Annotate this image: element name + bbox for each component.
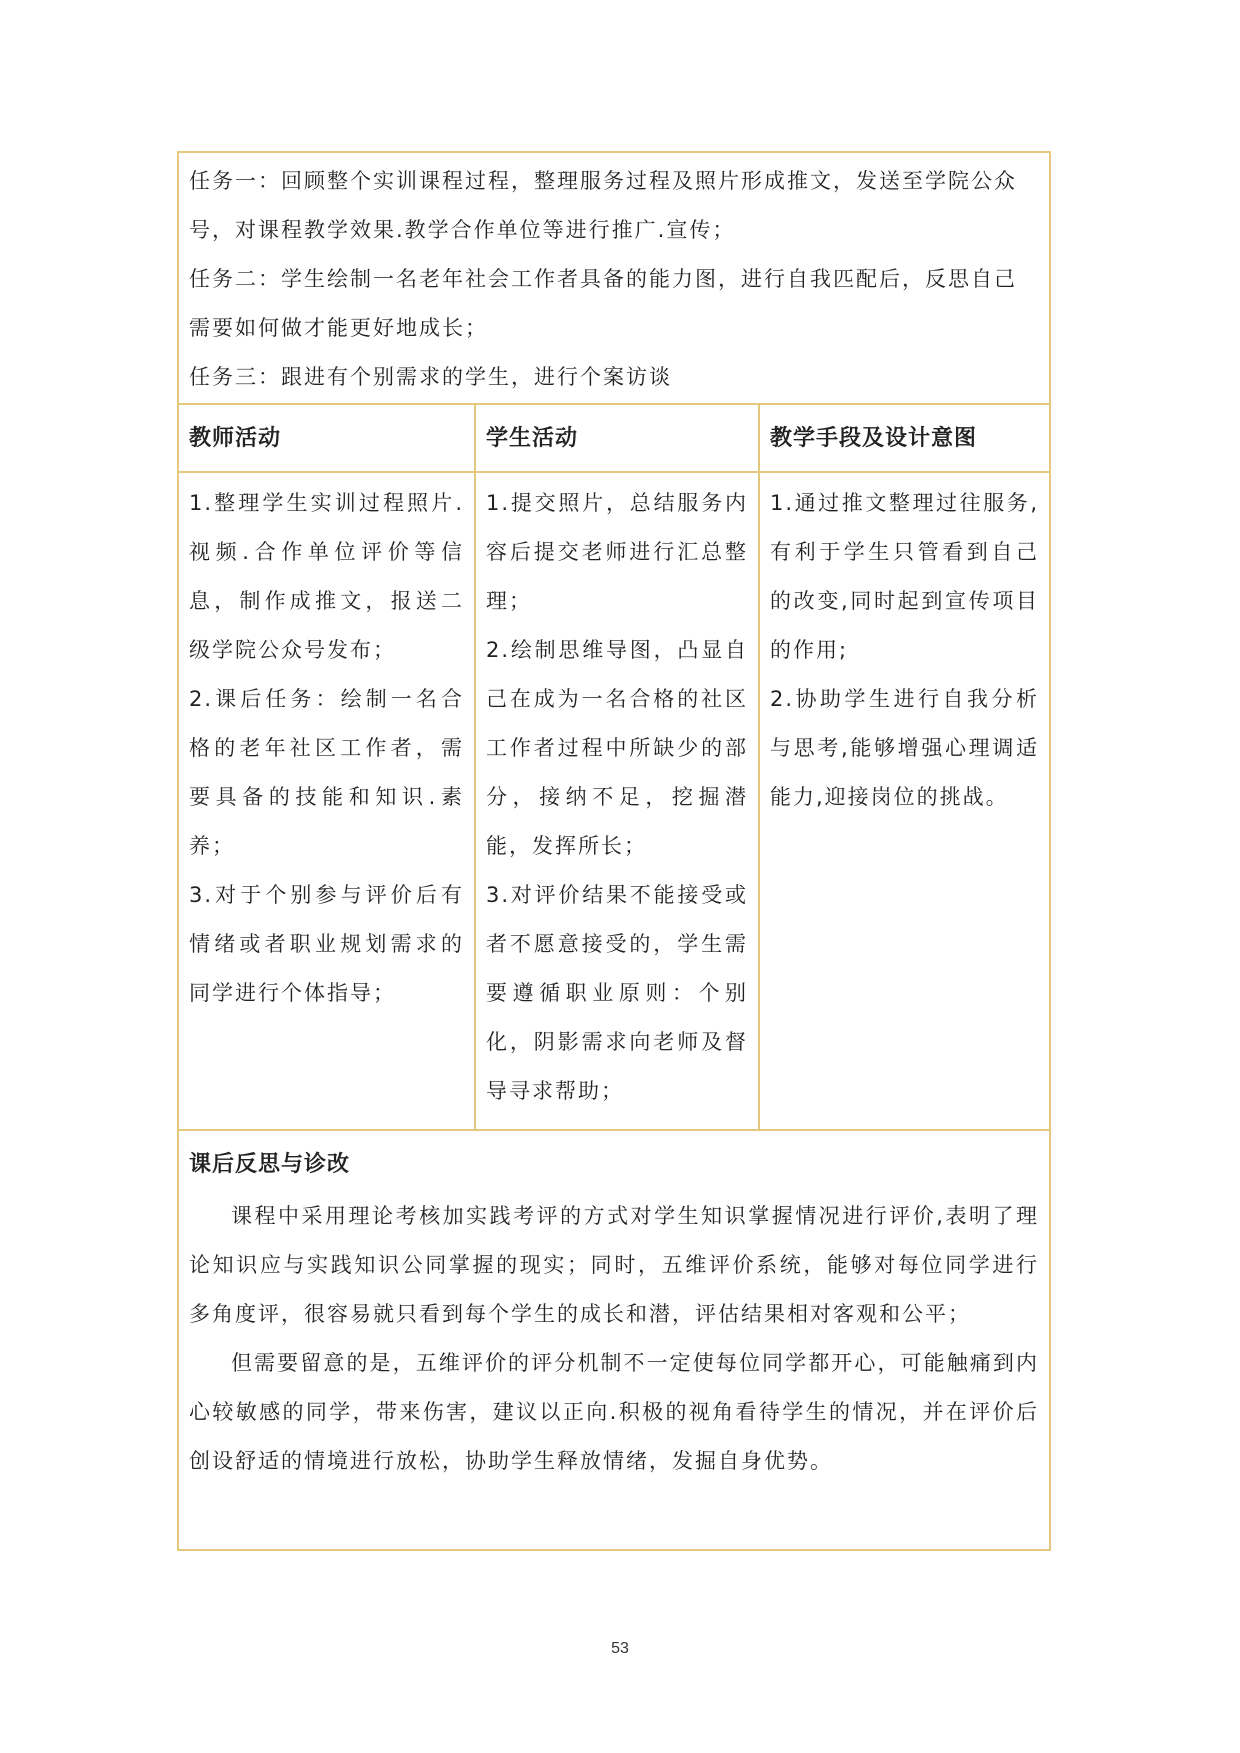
task-item: 任务一：回顾整个实训课程过程，整理服务过程及照片形成推文，发送至学院公众号，对课程教学效果.教学合作单位等进行推广.宣传；	[189, 169, 1017, 242]
reflection-paragraph: 但需要留意的是，五维评价的评分机制不一定使每位同学都开心，可能触痛到内心较敏感的同学，带来伤害，建议以正向.积极的视角看待学生的情况，并在评价后创设舒适的情境进行放松，协助学生释放情绪，发掘自身优势。	[189, 1351, 1039, 1473]
student-item: 2.绘制思维导图，凸显自己在成为一名合格的社区工作者过程中所缺少的部分，接纳不足，挖掘潜能，发挥所长；	[486, 638, 748, 858]
reflection-title: 课后反思与诊改	[189, 1152, 351, 1177]
teacher-activity-cell	[178, 472, 475, 1130]
means-item: 2.协助学生进行自我分析与思考,能够增强心理调适能力,迎接岗位的挑战。	[770, 687, 1039, 809]
means-item: 1.通过推文整理过往服务,有利于学生只管看到自己的改变,同时起到宣传项目的作用;	[770, 491, 1039, 662]
task-item: 任务二：学生绘制一名老年社会工作者具备的能力图，进行自我匹配后，反思自己需要如何做才能更好地成长；	[189, 267, 1017, 340]
student-item: 1.提交照片，总结服务内容后提交老师进行汇总整理；	[486, 491, 748, 613]
activities-row	[178, 472, 1050, 1130]
column-header-row	[178, 404, 1050, 472]
header-teacher-activity: 教师活动	[178, 404, 475, 472]
reflection-paragraph: 课程中采用理论考核加实践考评的方式对学生知识掌握情况进行评价,表明了理论知识应与实践知识公同掌握的现实；同时，五维评价系统，能够对每位同学进行多角度评，很容易就只看到每个学生的成长和潜，评估结果相对客观和公平；	[189, 1204, 1039, 1326]
student-item: 3.对评价结果不能接受或者不愿意接受的，学生需要遵循职业原则：个别化，阴影需求向老师及督导寻求帮助；	[486, 883, 748, 1103]
student-activity-cell	[475, 472, 759, 1130]
lesson-plan-table	[177, 151, 1051, 1551]
page-number: 53	[611, 1640, 629, 1657]
header-student-activity: 学生活动	[475, 404, 759, 472]
teacher-item: 3.对于个别参与评价后有情绪或者职业规划需求的同学进行个体指导；	[189, 883, 464, 1005]
teaching-means-cell	[759, 472, 1050, 1130]
header-teaching-means: 教学手段及设计意图	[759, 404, 1050, 472]
teacher-item: 1.整理学生实训过程照片.视频.合作单位评价等信息，制作成推文，报送二级学院公众号发布；	[189, 491, 464, 662]
tasks-cell	[178, 152, 1050, 404]
reflection-row	[178, 1130, 1050, 1550]
tasks-row	[178, 152, 1050, 404]
reflection-cell	[178, 1130, 1050, 1550]
task-item: 任务三：跟进有个别需求的学生，进行个案访谈	[189, 365, 672, 389]
teacher-item: 2.课后任务：绘制一名合格的老年社区工作者，需要具备的技能和知识.素养；	[189, 687, 464, 858]
